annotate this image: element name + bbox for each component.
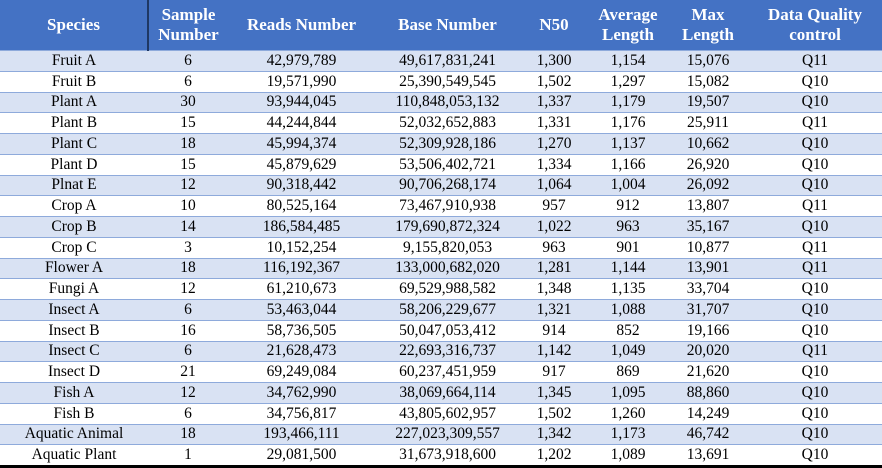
cell-insect-d-n50: 917 [520,362,588,383]
cell-fish-a-species: Fish A [0,383,148,404]
table-body [0,51,882,467]
cell-plant-c-average-length: 1,137 [588,134,668,155]
cell-crop-c-average-length: 901 [588,237,668,258]
cell-fish-a-average-length: 1,095 [588,383,668,404]
cell-plnat-e-base-number: 90,706,268,174 [375,175,520,196]
cell-fish-b-max-length: 14,249 [668,403,748,424]
cell-crop-b-species: Crop B [0,217,148,238]
cell-plant-b-average-length: 1,176 [588,113,668,134]
cell-aquatic-animal-max-length: 46,742 [668,424,748,445]
cell-insect-c-sample-number: 6 [148,341,228,362]
cell-fruit-b-average-length: 1,297 [588,71,668,92]
cell-crop-c-data-quality-control: Q11 [748,237,882,258]
cell-insect-a-base-number: 58,206,229,677 [375,300,520,321]
cell-plant-d-average-length: 1,166 [588,154,668,175]
cell-plant-c-sample-number: 18 [148,134,228,155]
cell-fish-b-species: Fish B [0,403,148,424]
table-row-aquatic-plant [0,445,882,467]
cell-crop-a-species: Crop A [0,196,148,217]
cell-plant-b-reads-number: 44,244,844 [228,113,375,134]
cell-plant-a-base-number: 110,848,053,132 [375,92,520,113]
cell-crop-a-average-length: 912 [588,196,668,217]
cell-insect-b-n50: 914 [520,320,588,341]
cell-fruit-b-max-length: 15,082 [668,71,748,92]
table-row-insect-b [0,320,882,341]
cell-insect-b-species: Insect B [0,320,148,341]
cell-fish-a-sample-number: 12 [148,383,228,404]
cell-flower-a-sample-number: 18 [148,258,228,279]
cell-insect-d-max-length: 21,620 [668,362,748,383]
cell-fruit-b-reads-number: 19,571,990 [228,71,375,92]
cell-plant-b-data-quality-control: Q11 [748,113,882,134]
column-header-n50: N50 [520,0,588,51]
table-row-insect-a [0,300,882,321]
table-row-crop-a [0,196,882,217]
cell-plant-a-sample-number: 30 [148,92,228,113]
cell-fruit-a-reads-number: 42,979,789 [228,51,375,72]
cell-insect-d-average-length: 869 [588,362,668,383]
cell-aquatic-animal-average-length: 1,173 [588,424,668,445]
cell-crop-b-n50: 1,022 [520,217,588,238]
cell-crop-b-sample-number: 14 [148,217,228,238]
cell-insect-b-sample-number: 16 [148,320,228,341]
column-header-base-number: Base Number [375,0,520,51]
column-header-reads-number: Reads Number [228,0,375,51]
table-row-plant-b [0,113,882,134]
cell-plnat-e-average-length: 1,004 [588,175,668,196]
table-row-crop-b [0,217,882,238]
cell-fish-a-reads-number: 34,762,990 [228,383,375,404]
cell-crop-c-base-number: 9,155,820,053 [375,237,520,258]
cell-plant-b-sample-number: 15 [148,113,228,134]
cell-plant-b-base-number: 52,032,652,883 [375,113,520,134]
column-header-data-quality-control: Data Quality control [748,0,882,51]
cell-fish-b-sample-number: 6 [148,403,228,424]
table-row-fungi-a [0,279,882,300]
cell-fungi-a-data-quality-control: Q10 [748,279,882,300]
cell-insect-d-data-quality-control: Q10 [748,362,882,383]
table-row-plant-a [0,92,882,113]
cell-aquatic-animal-species: Aquatic Animal [0,424,148,445]
cell-fungi-a-n50: 1,348 [520,279,588,300]
cell-fruit-b-base-number: 25,390,549,545 [375,71,520,92]
table-row-fish-b [0,403,882,424]
cell-fish-a-n50: 1,345 [520,383,588,404]
cell-plant-c-base-number: 52,309,928,186 [375,134,520,155]
cell-insect-c-base-number: 22,693,316,737 [375,341,520,362]
cell-crop-b-max-length: 35,167 [668,217,748,238]
table-row-plant-c [0,134,882,155]
cell-plant-c-reads-number: 45,994,374 [228,134,375,155]
cell-insect-d-reads-number: 69,249,084 [228,362,375,383]
cell-crop-b-data-quality-control: Q10 [748,217,882,238]
cell-plant-d-data-quality-control: Q10 [748,154,882,175]
column-header-sample-number: Sample Number [148,0,228,51]
cell-crop-b-reads-number: 186,584,485 [228,217,375,238]
table-row-insect-d [0,362,882,383]
cell-aquatic-plant-max-length: 13,691 [668,445,748,467]
cell-plnat-e-max-length: 26,092 [668,175,748,196]
cell-insect-c-species: Insect C [0,341,148,362]
cell-aquatic-animal-n50: 1,342 [520,424,588,445]
cell-insect-b-reads-number: 58,736,505 [228,320,375,341]
cell-fish-a-data-quality-control: Q10 [748,383,882,404]
cell-crop-c-max-length: 10,877 [668,237,748,258]
cell-fish-b-average-length: 1,260 [588,403,668,424]
cell-plant-a-n50: 1,337 [520,92,588,113]
cell-flower-a-max-length: 13,901 [668,258,748,279]
cell-fish-a-base-number: 38,069,664,114 [375,383,520,404]
cell-fish-a-max-length: 88,860 [668,383,748,404]
cell-plant-d-max-length: 26,920 [668,154,748,175]
cell-plant-a-reads-number: 93,944,045 [228,92,375,113]
cell-flower-a-average-length: 1,144 [588,258,668,279]
cell-crop-c-reads-number: 10,152,254 [228,237,375,258]
column-header-max-length: Max Length [668,0,748,51]
cell-flower-a-species: Flower A [0,258,148,279]
cell-insect-a-max-length: 31,707 [668,300,748,321]
cell-flower-a-n50: 1,281 [520,258,588,279]
cell-plant-b-max-length: 25,911 [668,113,748,134]
cell-aquatic-plant-average-length: 1,089 [588,445,668,467]
cell-plant-c-max-length: 10,662 [668,134,748,155]
cell-fruit-b-species: Fruit B [0,71,148,92]
cell-fungi-a-reads-number: 61,210,673 [228,279,375,300]
cell-crop-b-average-length: 963 [588,217,668,238]
cell-insect-c-average-length: 1,049 [588,341,668,362]
cell-aquatic-animal-base-number: 227,023,309,557 [375,424,520,445]
cell-insect-c-reads-number: 21,628,473 [228,341,375,362]
cell-insect-d-base-number: 60,237,451,959 [375,362,520,383]
cell-plant-a-data-quality-control: Q10 [748,92,882,113]
cell-plant-c-data-quality-control: Q10 [748,134,882,155]
table-row-plant-d [0,154,882,175]
cell-flower-a-reads-number: 116,192,367 [228,258,375,279]
cell-crop-b-base-number: 179,690,872,324 [375,217,520,238]
cell-plant-b-species: Plant B [0,113,148,134]
cell-insect-a-data-quality-control: Q10 [748,300,882,321]
cell-insect-b-max-length: 19,166 [668,320,748,341]
cell-insect-b-average-length: 852 [588,320,668,341]
cell-aquatic-plant-species: Aquatic Plant [0,445,148,467]
cell-plant-c-n50: 1,270 [520,134,588,155]
cell-aquatic-plant-data-quality-control: Q10 [748,445,882,467]
table-row-fruit-b [0,71,882,92]
table-row-plnat-e [0,175,882,196]
cell-fungi-a-base-number: 69,529,988,582 [375,279,520,300]
cell-insect-b-base-number: 50,047,053,412 [375,320,520,341]
cell-plant-d-species: Plant D [0,154,148,175]
cell-fruit-b-n50: 1,502 [520,71,588,92]
cell-fruit-a-max-length: 15,076 [668,51,748,72]
cell-plant-c-species: Plant C [0,134,148,155]
cell-fruit-a-base-number: 49,617,831,241 [375,51,520,72]
cell-insect-c-data-quality-control: Q11 [748,341,882,362]
cell-plant-b-n50: 1,331 [520,113,588,134]
table-row-flower-a [0,258,882,279]
cell-insect-a-sample-number: 6 [148,300,228,321]
table-row-insect-c [0,341,882,362]
cell-fish-b-data-quality-control: Q10 [748,403,882,424]
cell-insect-c-n50: 1,142 [520,341,588,362]
cell-crop-a-max-length: 13,807 [668,196,748,217]
cell-fruit-a-average-length: 1,154 [588,51,668,72]
cell-plant-a-max-length: 19,507 [668,92,748,113]
cell-fish-b-n50: 1,502 [520,403,588,424]
cell-fish-b-base-number: 43,805,602,957 [375,403,520,424]
cell-plnat-e-species: Plnat E [0,175,148,196]
cell-plnat-e-sample-number: 12 [148,175,228,196]
cell-fungi-a-sample-number: 12 [148,279,228,300]
cell-flower-a-base-number: 133,000,682,020 [375,258,520,279]
cell-crop-a-data-quality-control: Q11 [748,196,882,217]
cell-insect-d-species: Insect D [0,362,148,383]
cell-plnat-e-n50: 1,064 [520,175,588,196]
cell-crop-c-sample-number: 3 [148,237,228,258]
cell-aquatic-plant-sample-number: 1 [148,445,228,467]
cell-crop-c-n50: 963 [520,237,588,258]
header-row [0,0,882,51]
cell-insect-a-species: Insect A [0,300,148,321]
cell-plant-d-base-number: 53,506,402,721 [375,154,520,175]
column-header-species: Species [0,0,148,51]
cell-plant-d-sample-number: 15 [148,154,228,175]
table-row-fruit-a [0,51,882,72]
cell-fungi-a-species: Fungi A [0,279,148,300]
cell-plnat-e-data-quality-control: Q10 [748,175,882,196]
cell-crop-c-species: Crop C [0,237,148,258]
cell-insect-a-reads-number: 53,463,044 [228,300,375,321]
table-row-aquatic-animal [0,424,882,445]
cell-aquatic-animal-reads-number: 193,466,111 [228,424,375,445]
cell-insect-c-max-length: 20,020 [668,341,748,362]
table-row-fish-a [0,383,882,404]
cell-fungi-a-max-length: 33,704 [668,279,748,300]
cell-aquatic-plant-reads-number: 29,081,500 [228,445,375,467]
cell-insect-a-n50: 1,321 [520,300,588,321]
cell-insect-a-average-length: 1,088 [588,300,668,321]
cell-fish-b-reads-number: 34,756,817 [228,403,375,424]
cell-flower-a-data-quality-control: Q11 [748,258,882,279]
cell-crop-a-n50: 957 [520,196,588,217]
cell-crop-a-base-number: 73,467,910,938 [375,196,520,217]
cell-aquatic-plant-n50: 1,202 [520,445,588,467]
cell-aquatic-animal-sample-number: 18 [148,424,228,445]
cell-plant-a-species: Plant A [0,92,148,113]
cell-fruit-b-data-quality-control: Q10 [748,71,882,92]
cell-insect-b-data-quality-control: Q10 [748,320,882,341]
cell-fruit-a-sample-number: 6 [148,51,228,72]
cell-plant-d-reads-number: 45,879,629 [228,154,375,175]
cell-aquatic-animal-data-quality-control: Q10 [748,424,882,445]
cell-insect-d-sample-number: 21 [148,362,228,383]
cell-fruit-a-data-quality-control: Q11 [748,51,882,72]
cell-plant-a-average-length: 1,179 [588,92,668,113]
column-header-average-length: Average Length [588,0,668,51]
cell-fruit-a-species: Fruit A [0,51,148,72]
table-header [0,0,882,51]
cell-crop-a-sample-number: 10 [148,196,228,217]
cell-fruit-a-n50: 1,300 [520,51,588,72]
cell-fruit-b-sample-number: 6 [148,71,228,92]
table-row-crop-c [0,237,882,258]
cell-aquatic-plant-base-number: 31,673,918,600 [375,445,520,467]
cell-plant-d-n50: 1,334 [520,154,588,175]
cell-fungi-a-average-length: 1,135 [588,279,668,300]
cell-crop-a-reads-number: 80,525,164 [228,196,375,217]
cell-plnat-e-reads-number: 90,318,442 [228,175,375,196]
